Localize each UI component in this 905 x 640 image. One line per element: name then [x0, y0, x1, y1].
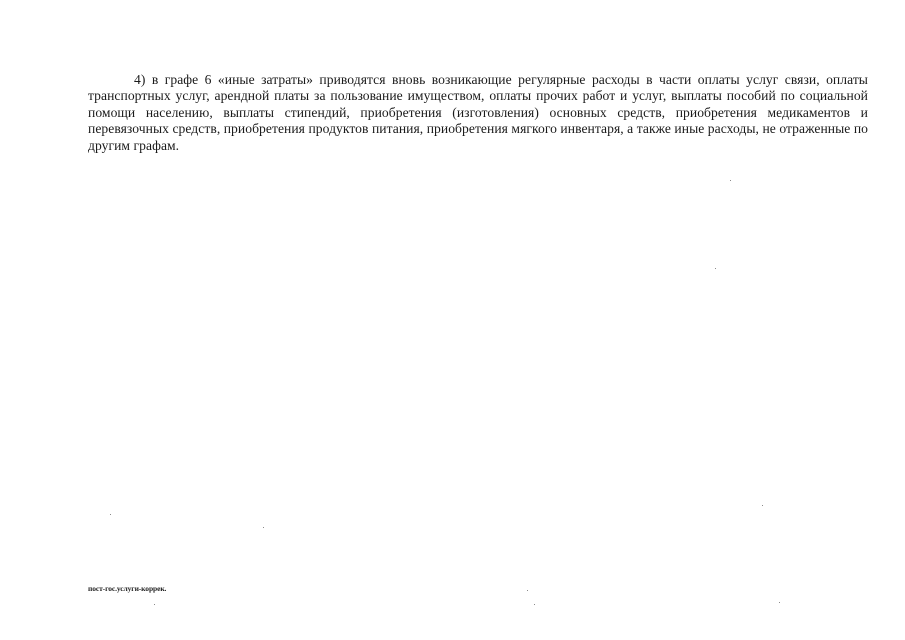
scan-speck: [762, 505, 763, 506]
scan-speck: [110, 514, 111, 515]
scan-speck: [779, 602, 780, 603]
scan-speck: [263, 527, 264, 528]
scan-speck: [527, 590, 528, 591]
footer-file-code: пост-гос.услуги-коррек.: [88, 584, 167, 593]
scan-speck: [715, 268, 716, 269]
body-paragraph: 4) в графе 6 «иные затраты» приводятся вновь возникающие регулярные расходы в части оплаты услуг связи, оплаты транспортных услуг, арендной платы за пользование имуществом, оплаты прочих работ и услуг, выплаты пособий по социальной помощи населению, выплаты стипендий, приобретения (изготовления) основных средств, приобретения медикаментов и перевязочных средств, приобретения продуктов питания, приобретения мягкого инвентаря, а также иные расходы, не отраженные по другим графам.: [88, 72, 868, 153]
scan-speck: [154, 604, 155, 605]
scan-speck: [534, 604, 535, 605]
scan-speck: [730, 180, 731, 181]
